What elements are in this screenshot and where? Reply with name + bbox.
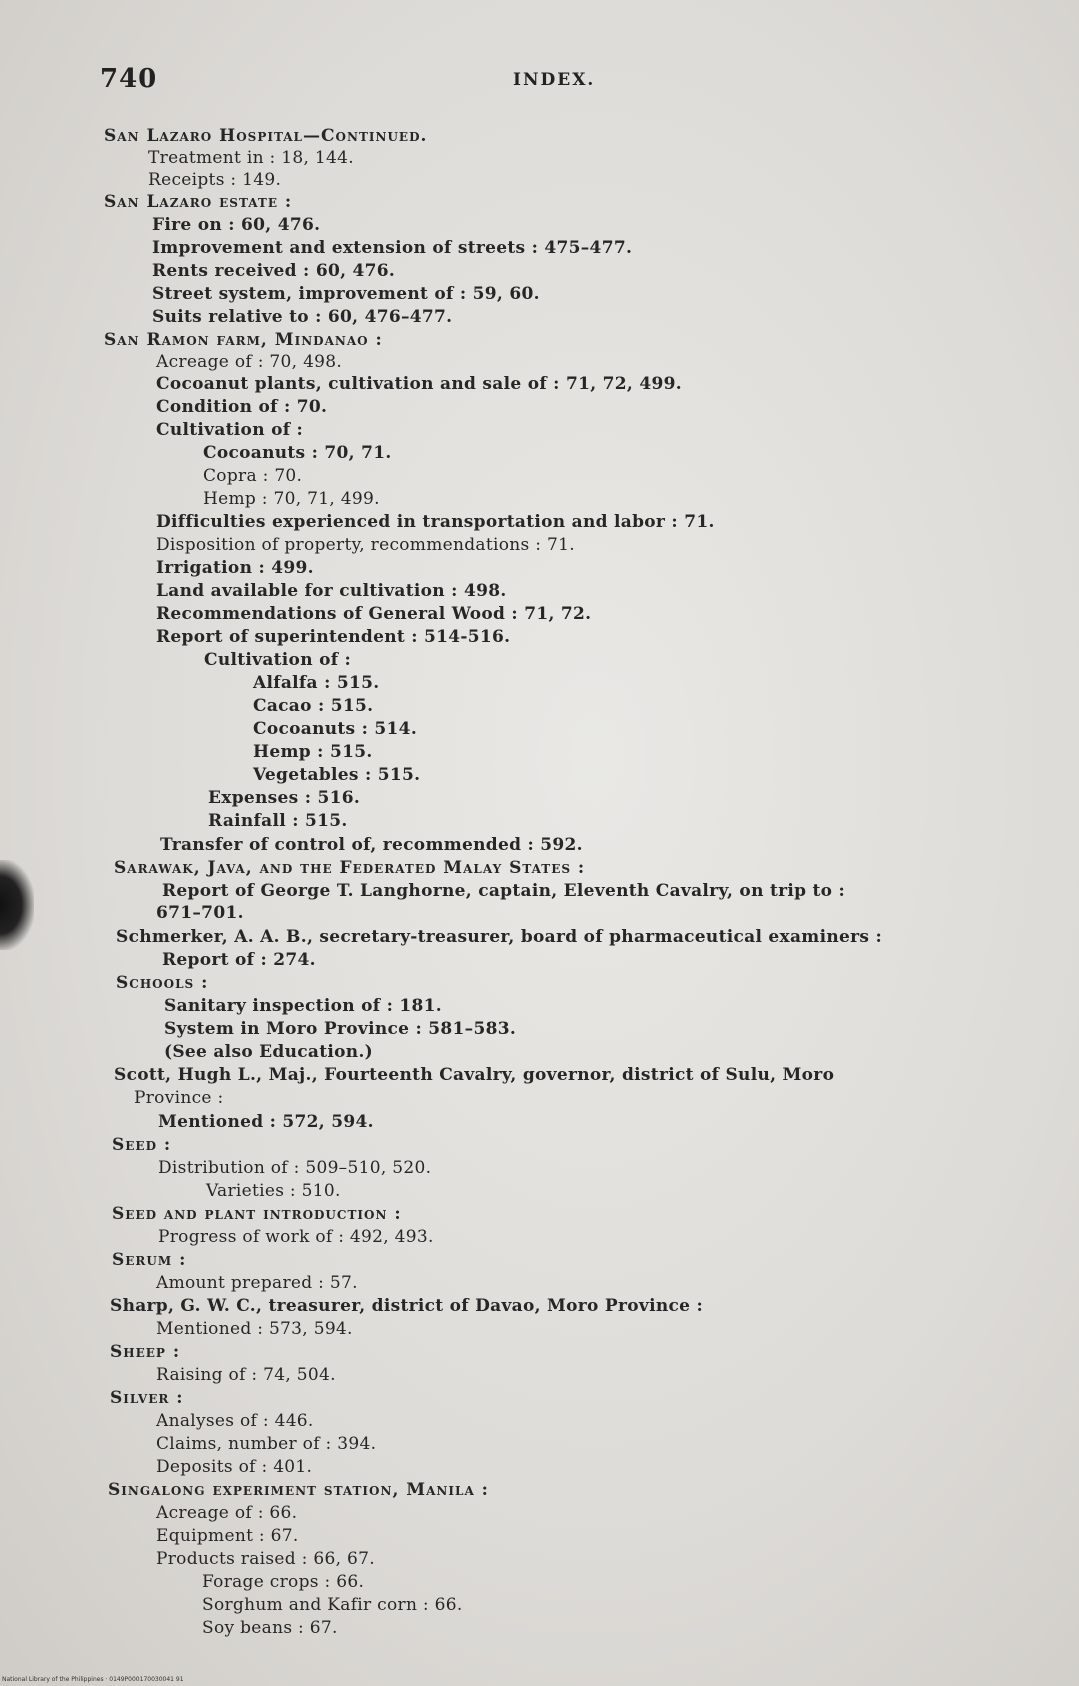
index-subentry-continued: 671–701. bbox=[156, 903, 244, 923]
index-heading: Seed and plant introduction : bbox=[112, 1204, 402, 1224]
index-heading: Sharp, G. W. C., treasurer, district of Davao, Moro Province : bbox=[110, 1296, 704, 1316]
index-heading: Schmerker, A. A. B., secretary-treasurer, board of pharmaceutical examiners : bbox=[116, 927, 883, 947]
index-subentry: Amount prepared : 57. bbox=[156, 1273, 358, 1293]
index-subsubsubentry: Hemp : 515. bbox=[253, 742, 373, 762]
index-subentry: Equipment : 67. bbox=[156, 1526, 299, 1546]
index-subsubentry: Copra : 70. bbox=[203, 466, 303, 486]
running-title: INDEX. bbox=[513, 70, 596, 90]
index-subentry: Raising of : 74, 504. bbox=[156, 1365, 336, 1385]
index-subentry: Analyses of : 446. bbox=[156, 1411, 314, 1431]
index-heading: Scott, Hugh L., Maj., Fourteenth Cavalry, governor, district of Sulu, Moro bbox=[114, 1065, 835, 1085]
index-heading: Sheep : bbox=[110, 1342, 181, 1362]
index-subentry: Distribution of : 509–510, 520. bbox=[158, 1158, 432, 1178]
index-heading: Seed : bbox=[112, 1135, 172, 1155]
index-subentry: Difficulties experienced in transportation and labor : 71. bbox=[156, 512, 715, 532]
index-heading: Serum : bbox=[112, 1250, 187, 1270]
index-subentry: Acreage of : 70, 498. bbox=[156, 352, 343, 372]
index-subentry: Improvement and extension of streets : 475–477. bbox=[152, 238, 633, 258]
index-subsubentry: Hemp : 70, 71, 499. bbox=[203, 489, 380, 509]
index-subentry: Rents received : 60, 476. bbox=[152, 261, 396, 281]
index-subentry: Sanitary inspection of : 181. bbox=[164, 996, 442, 1016]
index-subsubentry: Expenses : 516. bbox=[208, 788, 361, 808]
index-subentry: Claims, number of : 394. bbox=[156, 1434, 377, 1454]
index-cross-reference: (See also Education.) bbox=[164, 1042, 374, 1062]
index-heading: Singalong experiment station, Manila : bbox=[108, 1480, 489, 1500]
index-subentry: Receipts : 149. bbox=[148, 170, 282, 190]
index-subentry: Land available for cultivation : 498. bbox=[156, 581, 507, 601]
index-subentry: Disposition of property, recommendations : 71. bbox=[156, 535, 575, 555]
index-subentry: Condition of : 70. bbox=[156, 397, 328, 417]
index-subsubentry: Soy beans : 67. bbox=[202, 1618, 338, 1638]
index-subentry: Progress of work of : 492, 493. bbox=[158, 1227, 434, 1247]
index-subsubsubentry: Vegetables : 515. bbox=[253, 765, 421, 785]
index-subentry: Mentioned : 572, 594. bbox=[158, 1112, 374, 1132]
index-subentry: Fire on : 60, 476. bbox=[152, 215, 321, 235]
index-subentry: Cocoanut plants, cultivation and sale of : 71, 72, 499. bbox=[156, 374, 682, 394]
index-subentry: Street system, improvement of : 59, 60. bbox=[152, 284, 540, 304]
index-subsubentry: Varieties : 510. bbox=[206, 1181, 341, 1201]
index-subentry: Deposits of : 401. bbox=[156, 1457, 313, 1477]
page-number: 740 bbox=[100, 64, 158, 94]
index-subentry: Products raised : 66, 67. bbox=[156, 1549, 375, 1569]
index-heading: Schools : bbox=[116, 973, 209, 993]
index-heading: San Lazaro estate : bbox=[104, 192, 293, 212]
index-subsubentry: Cultivation of : bbox=[204, 650, 352, 670]
index-subentry: Recommendations of General Wood : 71, 72. bbox=[156, 604, 592, 624]
index-subsubsubentry: Alfalfa : 515. bbox=[253, 673, 380, 693]
index-heading: San Ramon farm, Mindanao : bbox=[104, 330, 383, 350]
index-subsubentry: Forage crops : 66. bbox=[202, 1572, 365, 1592]
index-heading: Silver : bbox=[110, 1388, 184, 1408]
index-subentry: Irrigation : 499. bbox=[156, 558, 314, 578]
index-subentry: System in Moro Province : 581–583. bbox=[164, 1019, 517, 1039]
scan-footer-label: National Library of the Philippines · 0149P000170030041 91 bbox=[2, 1676, 184, 1683]
index-heading: Sarawak, Java, and the Federated Malay States : bbox=[114, 858, 586, 878]
index-subsubsubentry: Cacao : 515. bbox=[253, 696, 374, 716]
index-heading: San Lazaro Hospital—Continued. bbox=[104, 126, 428, 146]
index-subentry: Acreage of : 66. bbox=[156, 1503, 298, 1523]
index-subentry: Suits relative to : 60, 476–477. bbox=[152, 307, 453, 327]
index-subentry: Transfer of control of, recommended : 592. bbox=[160, 835, 583, 855]
index-subsubentry: Sorghum and Kafir corn : 66. bbox=[202, 1595, 463, 1615]
index-subentry: Treatment in : 18, 144. bbox=[148, 148, 354, 168]
index-subsubentry: Cocoanuts : 70, 71. bbox=[203, 443, 392, 463]
index-subsubsubentry: Cocoanuts : 514. bbox=[253, 719, 418, 739]
index-subentry: Mentioned : 573, 594. bbox=[156, 1319, 353, 1339]
index-subentry: Report of : 274. bbox=[162, 950, 316, 970]
index-subentry: Cultivation of : bbox=[156, 420, 304, 440]
index-heading-continued: Province : bbox=[134, 1088, 224, 1108]
index-subsubentry: Rainfall : 515. bbox=[208, 811, 348, 831]
index-subentry: Report of George T. Langhorne, captain, Eleventh Cavalry, on trip to : bbox=[162, 881, 846, 901]
index-subentry: Report of superintendent : 514-516. bbox=[156, 627, 511, 647]
